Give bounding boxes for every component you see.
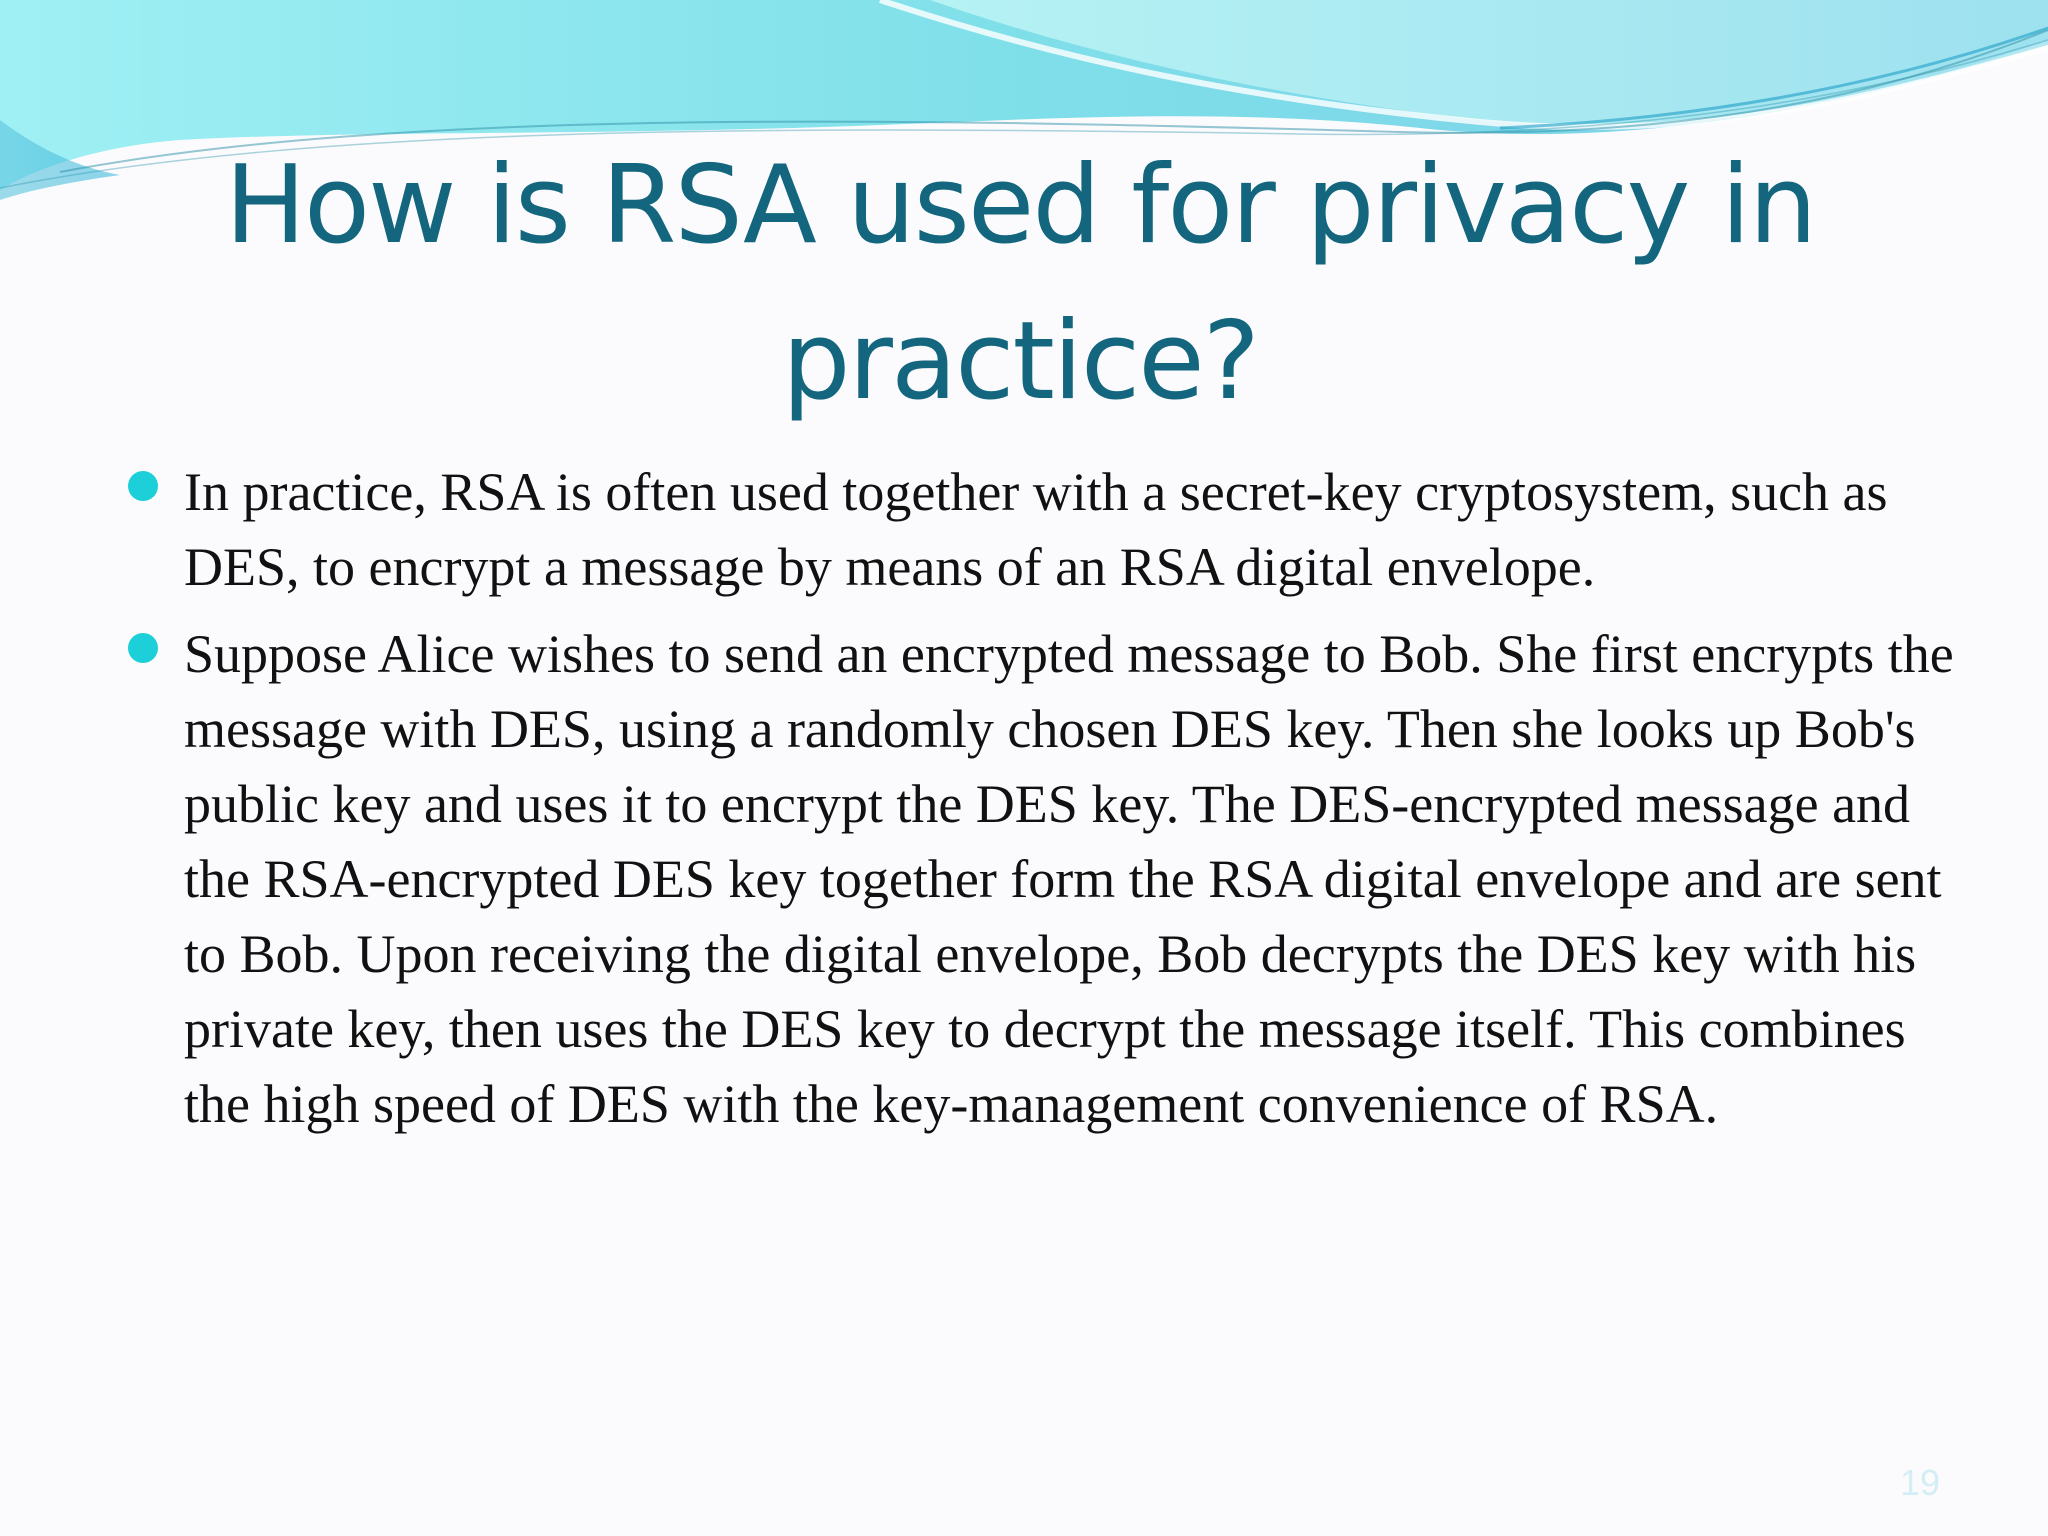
bullet-list — [126, 455, 1956, 1154]
page-number: 19 — [1899, 1462, 1941, 1503]
slide-title: How is RSA used for privacy in practice? — [224, 143, 1816, 424]
bullet-dot-icon — [128, 471, 158, 501]
bullet-item — [126, 617, 1956, 1142]
bullet-text: In practice, RSA is often used together with a secret-key cryptosystem, such as DES, to encrypt a message by means of an RSA digital envelope. — [184, 462, 1888, 597]
bullet-item — [126, 455, 1956, 605]
bullet-text: Suppose Alice wishes to send an encrypted message to Bob. She first encrypts the message with DES, using a randomly chosen DES key. Then she looks up Bob's public key and uses it to encrypt the DES key. The DES-encrypted message and the RSA-encrypted DES key together form the RSA digital envelope and are sent to Bob. Upon receiving the digital envelope, Bob decrypts the DES key with his private key, then uses the DES key to decrypt the message itself. This combines the high speed of DES with the key-management convenience of RSA. — [184, 624, 1954, 1134]
bullet-dot-icon — [128, 633, 158, 663]
